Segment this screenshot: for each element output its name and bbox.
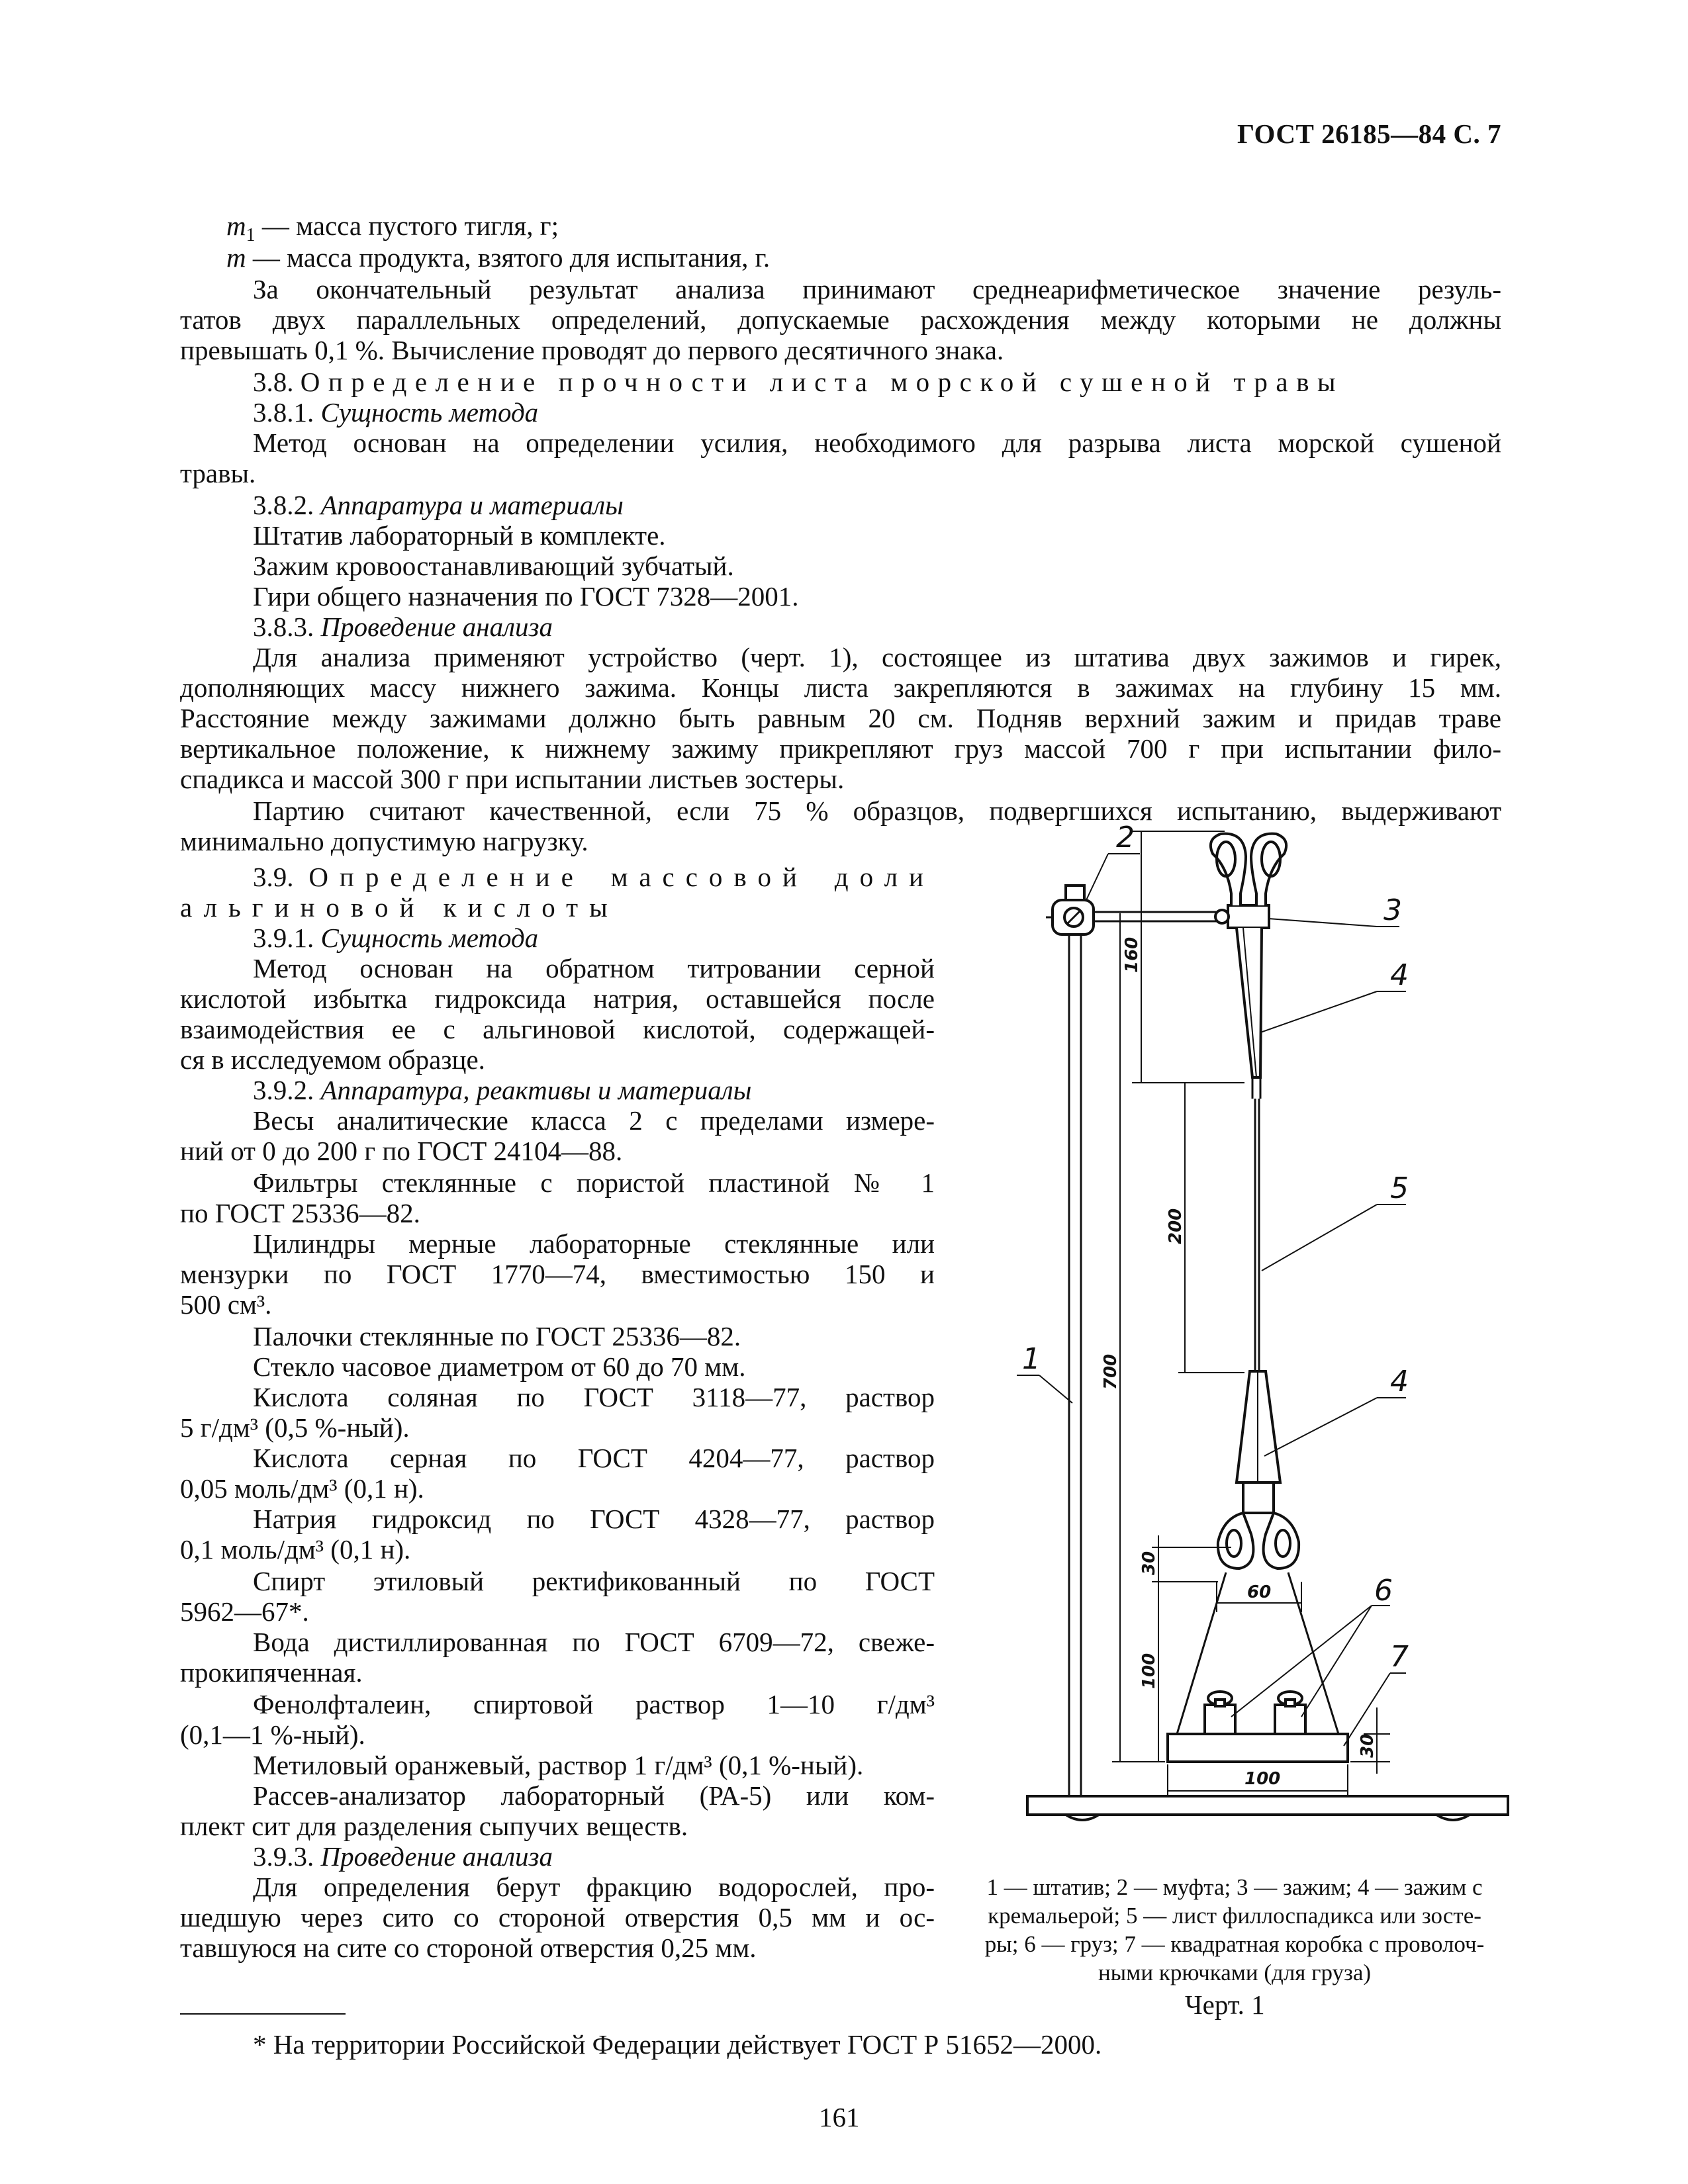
label-7: 7: [1390, 1640, 1409, 1674]
stand-base: [1027, 1796, 1508, 1815]
paragraph-line: Расстояние между зажимами должно быть равным 20 см. Подняв верхний зажим и придав траве: [180, 703, 1501, 733]
reagent-line: ний от 0 до 200 г по ГОСТ 24104—88.: [180, 1136, 623, 1166]
label-6: 6: [1374, 1574, 1393, 1608]
figure-caption: [961, 1873, 1508, 1987]
paragraph-line: Для определения берут фракцию водорослей, про-: [253, 1872, 935, 1902]
reagent-line: Фенолфталеин, спиртовой раствор 1—10 г/дм³: [253, 1689, 935, 1719]
subsection-number: 3.9.3.: [253, 1841, 314, 1872]
variable-symbol: m: [226, 210, 246, 241]
reagent-line: Весы аналитические класса 2 с пределами измере-: [253, 1105, 935, 1136]
paragraph-line: Метод основан на определении усилия, необходимого для разрыва листа морской сушеной: [253, 428, 1501, 458]
paragraph-line: дополняющих массу нижнего зажима. Концы листа закрепляются в зажимах на глубину 15 мм.: [180, 672, 1501, 703]
reagent-line: (0,1—1 %-ный).: [180, 1719, 365, 1750]
subsection-title: Проведение анализа: [320, 1841, 553, 1872]
upper-finger-ring: [1251, 834, 1286, 905]
label-2: 2: [1116, 821, 1135, 854]
reagent-line: Кислота соляная по ГОСТ 3118—77, раствор: [253, 1382, 935, 1412]
paragraph-line: татов двух параллельных определений, допускаемые расхождения между которыми не должны: [180, 304, 1501, 335]
reagent-line: Метиловый оранжевый, раствор 1 г/дм³ (0,1 %-ный).: [253, 1750, 864, 1780]
label-1: 1: [1022, 1342, 1041, 1376]
subsection-title: Аппаратура и материалы: [320, 490, 624, 520]
leader-lines: [1017, 854, 1406, 1746]
subsection-number: 3.8.1.: [253, 397, 314, 428]
subsection-number: 3.8.2.: [253, 490, 314, 520]
reagent-line: Вода дистиллированная по ГОСТ 6709—72, свеже-: [253, 1627, 935, 1657]
subsection-heading-3-9-1: [253, 921, 538, 954]
footnote: * На территории Российской Федерации действует ГОСТ Р 51652—2000.: [253, 2029, 1102, 2060]
reagent-line: Фильтры стеклянные с пористой пластиной № 1: [253, 1167, 935, 1198]
label-5: 5: [1390, 1171, 1409, 1205]
reagent-line: по ГОСТ 25336—82.: [180, 1198, 420, 1228]
paragraph-line: вертикальное положение, к нижнему зажиму прикрепляют груз массой 700 г при испытании фило-: [180, 733, 1501, 764]
subsection-title: Сущность метода: [320, 923, 539, 953]
list-item: Зажим кровоостанавливающий зубчатый.: [253, 551, 734, 581]
paragraph-line: Партию считают качественной, если 75 % образцов, подвергшихся испытанию, выдерживают: [253, 796, 1501, 826]
section-title-line1: Определение массовой доли: [308, 862, 935, 892]
footnote-divider: [180, 2013, 346, 2015]
lower-finger-ring: [1218, 1513, 1254, 1569]
subsection-heading-3-9-3: [253, 1840, 553, 1873]
dim-100-horizontal: 100: [1244, 1769, 1281, 1789]
label-3: 3: [1383, 893, 1402, 927]
list-item: Штатив лабораторный в комплекте.: [253, 520, 666, 551]
paragraph-line: травы.: [180, 458, 256, 488]
dim-200: 200: [1166, 1208, 1186, 1244]
variable-text: — масса пустого тигля, г;: [255, 210, 559, 241]
paragraph-line: превышать 0,1 %. Вычисление проводят до первого десятичного знака.: [180, 335, 1004, 365]
reagent-line: Цилиндры мерные лабораторные стеклянные или: [253, 1228, 935, 1259]
dim-60: 60: [1247, 1582, 1272, 1602]
paragraph-line: Метод основан на обратном титровании серной: [253, 953, 935, 983]
variable-definition-m: [226, 241, 770, 274]
section-title-line2: альгиновой кислоты: [180, 892, 619, 923]
paragraph-line: кислотой избытка гидроксида натрия, оставшейся после: [180, 983, 935, 1014]
dim-160: 160: [1122, 936, 1142, 973]
weight: [1205, 1692, 1235, 1734]
running-header: ГОСТ 26185—84 С. 7: [1237, 118, 1501, 149]
subsection-heading-3-8-3: [253, 610, 553, 643]
paragraph-line: спадикса и массой 300 г при испытании листьев зостеры.: [180, 764, 845, 794]
paragraph-line: Для анализа применяют устройство (черт. 1), состоящее из штатива двух зажимов и гирек,: [253, 642, 1501, 672]
dim-30-right: 30: [1358, 1733, 1378, 1758]
subsection-title: Сущность метода: [320, 397, 539, 428]
variable-text: — масса продукта, взятого для испытания, г.: [246, 242, 771, 273]
lower-finger-ring: [1264, 1513, 1299, 1569]
section-number: 3.9.: [253, 862, 294, 892]
lower-clamp: [1243, 1482, 1274, 1513]
subsection-heading-3-9-2: [253, 1073, 751, 1107]
top-clamp: [1228, 905, 1269, 928]
reagent-line: 500 см³.: [180, 1289, 272, 1320]
subsection-number: 3.9.2.: [253, 1075, 314, 1105]
dim-700: 700: [1101, 1353, 1121, 1390]
reagent-line: Стекло часовое диаметром от 60 до 70 мм.: [253, 1351, 746, 1382]
weight: [1275, 1692, 1305, 1734]
caption-line: ными крючками (для груза): [1098, 1960, 1372, 1985]
reagent-line: 0,05 моль/дм³ (0,1 н).: [180, 1473, 424, 1504]
label-4-lower: 4: [1390, 1365, 1409, 1398]
reagent-line: 5962—67*.: [180, 1596, 309, 1627]
reagent-line: Спирт этиловый ректификованный по ГОСТ: [253, 1566, 935, 1596]
label-4-upper: 4: [1390, 958, 1409, 992]
figure-title: Черт. 1: [1185, 1989, 1265, 2020]
section-heading-3-9: [253, 860, 935, 893]
subsection-heading-3-8-2: [253, 488, 624, 522]
reagent-line: плект сит для разделения сыпучих веществ.: [180, 1811, 688, 1841]
subsection-title: Проведение анализа: [320, 612, 553, 642]
paragraph-line: тавшуюся на сите со стороной отверстия 0,25 мм.: [180, 1933, 757, 1963]
reagent-line: Кислота серная по ГОСТ 4204—77, раствор: [253, 1443, 935, 1473]
page-number: 161: [819, 2102, 860, 2132]
reagent-line: мензурки по ГОСТ 1770—74, вместимостью 150 и: [180, 1259, 935, 1289]
dim-100-vertical: 100: [1139, 1653, 1159, 1689]
reagent-line: Рассев-анализатор лабораторный (РА-5) или ком-: [253, 1780, 935, 1811]
subsection-heading-3-8-1: [253, 396, 538, 429]
subsection-number: 3.9.1.: [253, 923, 314, 953]
section-heading-3-8: [253, 365, 1501, 398]
dim-30-upper: 30: [1139, 1551, 1159, 1575]
caption-line: ры; 6 — груз; 7 — квадратная коробка с проволоч-: [984, 1931, 1485, 1957]
section-number: 3.8.: [253, 367, 294, 397]
subsection-number: 3.8.3.: [253, 612, 314, 642]
weight-box: [1168, 1734, 1348, 1762]
upper-finger-ring: [1211, 834, 1246, 905]
paragraph-line: За окончательный результат анализа принимают среднеарифметическое значение резуль-: [253, 274, 1501, 304]
paragraph-line: ся в исследуемом образце.: [180, 1044, 485, 1075]
list-item: Гири общего назначения по ГОСТ 7328—2001.: [253, 581, 799, 612]
caption-line: 1 — штатив; 2 — муфта; 3 — зажим; 4 — зажим с: [986, 1874, 1483, 1900]
variable-subscript: 1: [246, 225, 256, 246]
subsection-title: Аппаратура, реактивы и материалы: [320, 1075, 752, 1105]
paragraph-line: взаимодействия ее с альгиновой кислотой, содержащей-: [180, 1014, 935, 1044]
apparatus-drawing: [966, 821, 1536, 1866]
reagent-line: прокипяченная.: [180, 1657, 363, 1688]
paragraph-line: шедшую через сито со стороной отверстия 0,5 мм и ос-: [180, 1902, 935, 1933]
caption-line: кремальерой; 5 — лист филлоспадикса или зосте-: [988, 1903, 1481, 1929]
reagent-line: 0,1 моль/дм³ (0,1 н).: [180, 1534, 411, 1565]
reagent-line: Палочки стеклянные по ГОСТ 25336—82.: [253, 1321, 741, 1351]
variable-symbol: m: [226, 242, 246, 273]
reagent-line: Натрия гидроксид по ГОСТ 4328—77, раствор: [253, 1504, 935, 1534]
section-title: Определение прочности листа морской сушеной травы: [300, 367, 1344, 397]
paragraph-line: минимально допустимую нагрузку.: [180, 826, 588, 856]
reagent-line: 5 г/дм³ (0,5 %-ный).: [180, 1412, 410, 1443]
